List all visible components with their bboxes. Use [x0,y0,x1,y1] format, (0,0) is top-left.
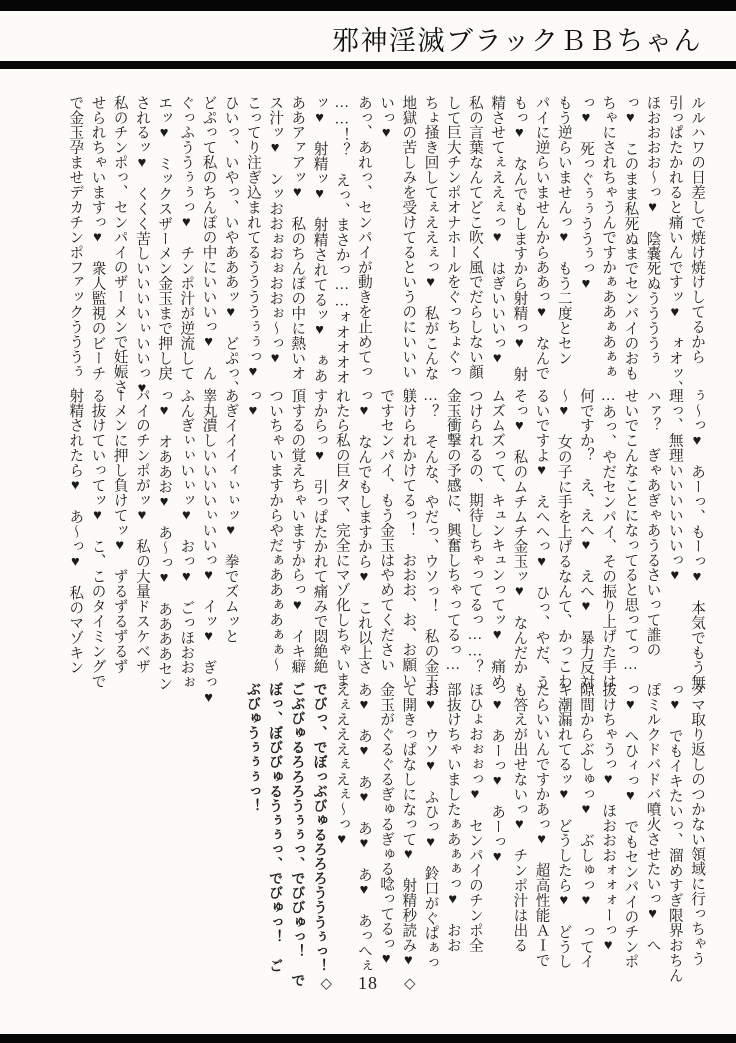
text-column: で金玉孕ませデカチンポファックうううぅ [67,95,84,380]
text-column: パイに逆らいませんからああっ♥ なんで [533,95,550,381]
text-column: 抜けちゃうっ♥ ほおおおォォォーっ♥ [600,682,617,954]
text-column: れたら私の巨タマ、完全にマゾ化しちゃいま [333,388,350,687]
text-column: もっ♥ なんでもしますから射精っ♥ 射 [511,95,528,382]
text-column: いっ♥ [378,95,395,142]
text-column: …あっ、やだセンパイ、その振り上げた手は [600,388,617,689]
text-column: ぽミルクドバドバ噴火させたいっ♥ へ [644,682,661,953]
text-column: ぼっ、ぼびびゅるうぅぅっ、でびゅっ！ ご [267,682,284,973]
text-column: る抜けていってッ♥ こ、このタイミングで [89,388,106,689]
text-column: ムズムズって、キュンキュンってッ♥ 痛め [489,388,506,689]
text-column: ひいっ、いやっ、いやあああッ♥ どぷっ、 [222,95,239,396]
text-column: 理っ、無理いいいいいいっ♥ [666,388,683,584]
text-column: …？ そんな、やだっ、ウソっ！ 私の金玉、 [422,388,439,704]
text-column: ついちゃいますからやだぁああぁあぁぁ～ [267,388,284,673]
text-column: ス汁ッ♥ ンッおおぉおぉおおぉ～っ♥ [267,95,284,367]
text-column: たらいいんですかあっ♥ 超高性能ＡＩで [533,682,550,968]
text-column: そっ♥ 私のムチムチ金玉ッ♥ なんだか [511,388,528,675]
text-column: ちょ掻き回してぇええぇっ♥ 私がこんな [422,95,439,381]
bottom-black-bar [0,1034,736,1043]
text-column: されるッ♥ くくく苦しいいいいぃいいっ♥ [133,95,150,397]
text-column: 隙間からぶしゅっ♥ ぶしゅっ♥ ってイ [577,682,594,969]
text-column: っ♥ でもイキたいっ、溜めすぎ限界おちん [666,682,683,983]
top-black-bar [0,0,736,11]
text-column: 何ですか？ え、えへ♥ えへ♥ 暴力反対 [577,388,594,690]
text-column: すからっ♥ 引っぱたかれて痛みで悶絶絶 [311,388,328,674]
text-column: 地獄の苦しみを受けてるというのにいいい [400,95,417,380]
text-column: ごぶびゅるろろろうぅぅっ、でびびゅっ！ で [289,682,306,988]
header-rule [0,61,736,69]
text-column: て開きっぱなしになって♥ 射精秒読み♥ [400,682,417,969]
text-column: して巨大チンポオナホールをぐっちょぐっ [444,95,461,380]
text-column: もう逆らいませんっ♥ もう二度とセン [555,95,572,366]
text-column: ぶびゅうぅぅぅっ！ [244,682,261,813]
text-column: 精させてぇええぇっ♥ はぎいいいっ♥ [489,95,506,367]
text-column: キ潮漏れてるッ♥ どうしたら♥ どうし [555,682,572,969]
text-column: パイのチンポがッ♥ 私の大量ドスケベザ [133,388,150,674]
text-column: ーメンに押し負けてッ♥ ずるずるずるず [111,388,128,674]
text-column: あ♥ あ♥ あ♥ あ♥ あ♥ あっへぇ [355,682,372,974]
text-column: ぐっふううぅぅっ♥ チンポ汁が逆流して [178,95,195,381]
text-column: っ♥ なんでもしますから♥ これ以上さ [355,388,372,675]
diamond-left-icon: ◇ [320,976,332,992]
text-column: ～♥ 女の子に手を上げるなんて、かっこわ [555,388,572,689]
text-column: も答えが出せないっ♥ チンポ汁は出る [511,682,528,953]
diamond-right-icon: ◇ [404,976,416,992]
text-column: でびっ、でぼっぶびゅるろろろうううぅっ！ [311,682,328,973]
text-column: ちゃにされちゃうんですかぁああぁあぁぁ [600,95,617,380]
text-column: ッ♥ 射精ッ♥ 射精されてるッ♥ ぁあ [311,95,328,384]
text-column: お♥ ウソ♥ ふひっ♥ 鈴口がぐぱぁっ [422,682,439,971]
text-column: るいですよ♥ えへへっ♥ ひっ、やだ、う [533,388,550,690]
text-column: 金玉がぐるぐるぎゅるぎゅる唸ってるっ♥ [378,682,395,968]
text-column: っ♥ オああお♥ あ～っ♥ ああああセン [156,388,173,692]
text-column: ……！？ えっ、まさかっ……ォオオオオ [333,95,350,385]
text-column: ほおおおお～っ♥ 陰嚢死ぬううううぅ [644,95,661,366]
text-column: つけられるの、期待しちゃってるっ……？ [466,388,483,675]
text-column: 睾丸潰しいいいいぃいいっ♥ イッ♥ ぎっ♥ [200,388,217,707]
text-column: ああアァアッ♥ 私のちんぽの中に熱いオ [289,95,306,381]
text-column: エッ♥ ミックスザーメン金玉まで押し戻 [156,95,173,381]
text-column: ふんぎぃぃいぃッ♥ おっ♥ ごっほおおぉ [178,388,195,690]
text-band1 [64,95,708,397]
text-column: せられちゃいますっ♥ 衆人監視のビーチ [89,95,106,381]
text-column: 射精されたら♥ あ～っ♥ 私のマゾキン [67,388,84,675]
page-number: 18 [358,973,378,993]
text-column: 引っぱたかれると痛いんですッ♥ ォオッ、 [666,95,683,396]
text-column: えぇえええぇえぇ～っ♥ [333,682,350,848]
text-column: ほひょおぉぉっ♥ センパイのチンポ全 [466,682,483,953]
text-column: 私の言葉なんてどこ吹く風でだらしない顔 [466,95,483,380]
text-column: 躾けられかけてるっ！ おおお、お、お願い [400,388,417,687]
text-column: っ♥ 死っぐぅぅううぅっ♥ [577,95,594,293]
text-column: ぅ～っ♥ あーっ、もーっ♥ 本気でもう無 [689,388,705,690]
text-column: っ♥ あーっ♥ あーっ♥ [489,682,506,866]
text-column: どぷって私のちんぽの中にいいいっ♥ ん [200,95,217,381]
text-column: タマ取り返しのつかない領域に行っちゃう [689,682,705,967]
text-column: 私のチンポっ、センパイのザーメンで妊娠さ [111,95,128,394]
text-column: ですセンパイ、もう金玉はやめてください [378,388,395,673]
text-column: 頂するの覚えちゃいますからっ♥ イキ癖 [289,388,306,674]
text-column: あぎイイイィぃぃッ♥ 拳でズムッと [222,388,239,644]
text-column: 部抜けちゃいましたぁあぁぁっ♥ おお [444,682,461,953]
text-column: 金玉衝撃の予感に、興奮しちゃってるっ… [444,388,461,674]
text-column: こってり注ぎ込まれてるううううぅぅっ♥ [244,95,261,381]
text-column: っ♥ [244,388,261,420]
text-column: ハァ？ ぎゃあぎゃあうるさいって誰の [644,388,661,658]
page-title: 邪神淫滅ブラックＢＢちゃん [332,26,702,56]
text-band2 [64,388,708,707]
text-column: っ♥ このまま私死ぬまでセンパイのおも [622,95,639,381]
text-column: ルルハワの日差しで焼け焼けしてるから [689,95,705,365]
page-footer [0,973,736,994]
text-column: あっ、あれっ、センパイが動きを止めてっ [355,95,372,380]
text-column: っ♥ へひィっ♥ でもセンパイのチンポ [622,682,639,969]
text-column: せいでこんなことになってると思ってっ… [622,388,639,674]
